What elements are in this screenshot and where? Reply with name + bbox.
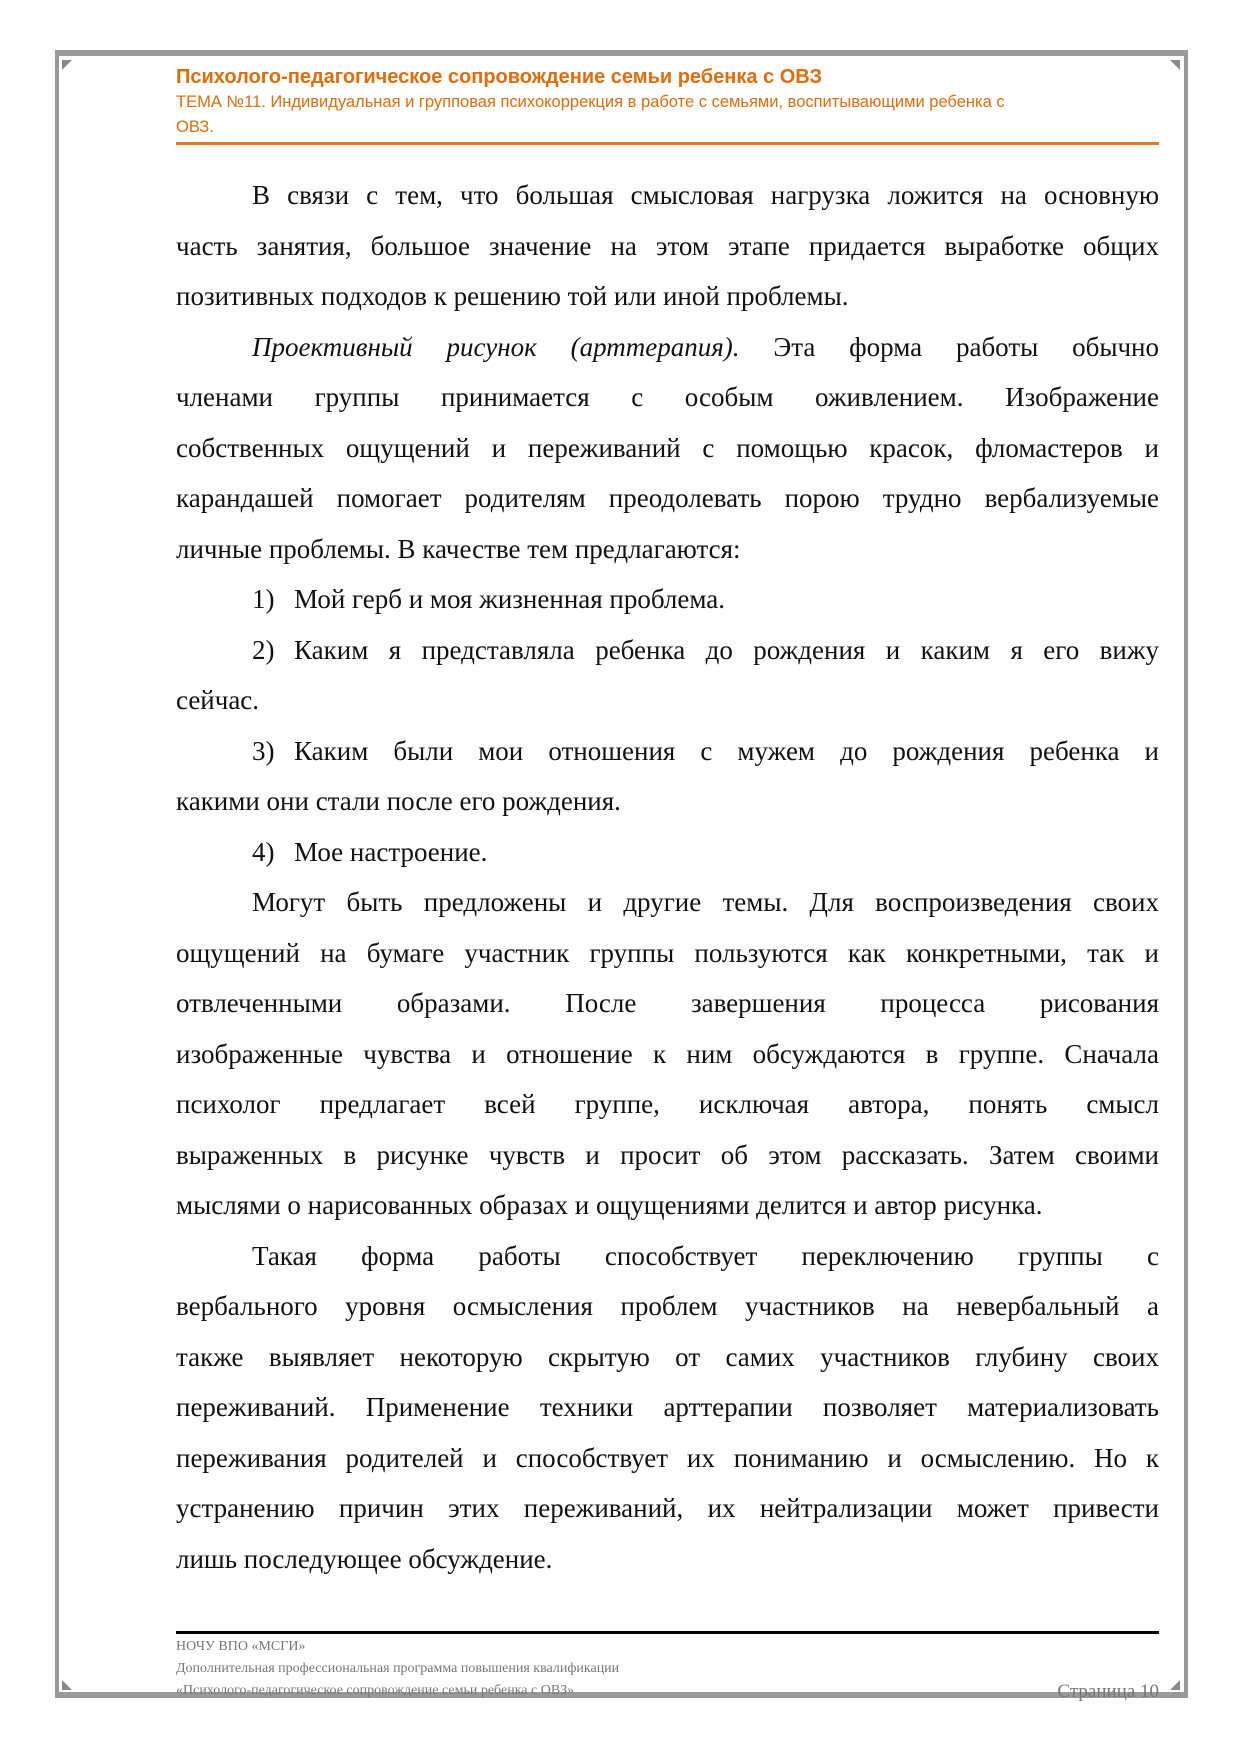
list-text: Каким были мои отношения с мужем до рождения ребенка и xyxy=(294,735,1159,766)
text-line: мыслями о нарисованных образах и ощущениями делится и автор рисунка. xyxy=(176,1190,1043,1220)
text-line: также выявляет некоторую скрытую от самих участников глубину своих xyxy=(176,1341,1159,1372)
text-line: В связи с тем, что большая смысловая нагрузка ложится на основную xyxy=(252,180,1159,210)
header-subtitle-cont: ОВЗ. xyxy=(176,118,214,136)
page-number: Страница 10 xyxy=(1057,1681,1159,1702)
footer-program: Дополнительная профессиональная программа повышения квалификации xyxy=(176,1661,620,1676)
header-subtitle: ТЕМА №11. Индивидуальная и групповая психокоррекция в работе с семьями, воспитывающими ребенка с xyxy=(176,93,1005,111)
text-line: устранению причин этих переживаний, их нейтрализации может привести xyxy=(176,1493,1159,1523)
text-line: собственных ощущений и переживаний с помощью красок, фломастеров и xyxy=(176,432,1159,463)
page-header xyxy=(176,64,1159,140)
text-line: психолог предлагает всей группе, исключая автора, понять смысл xyxy=(176,1089,1159,1119)
list-item xyxy=(176,827,1159,878)
paragraph xyxy=(176,1231,1159,1585)
header-title: Психолого-педагогическое сопровождение семьи ребенка с ОВЗ xyxy=(176,66,822,88)
italic-term: Проективный рисунок (арттерапия). xyxy=(252,331,740,362)
paragraph xyxy=(176,170,1159,322)
text-line: Такая форма работы способствует переключению группы с xyxy=(252,1240,1159,1271)
list-item xyxy=(176,574,1159,625)
text-line: вербального уровня осмысления проблем участников на невербальный а xyxy=(176,1291,1159,1321)
list-number: 4) xyxy=(252,836,275,867)
text-line: какими они стали после его рождения. xyxy=(176,786,621,816)
text-line: позитивных подходов к решению той или иной проблемы. xyxy=(176,281,849,311)
footer-course: «Психолого-педагогическое сопровождение семьи ребенка с ОВЗ» xyxy=(176,1683,575,1698)
list-text: Мое настроение. xyxy=(294,836,488,867)
text-line: членами группы принимается с особым оживлением. Изображение xyxy=(176,382,1159,412)
footer-divider xyxy=(176,1631,1159,1634)
document-body xyxy=(176,170,1159,1584)
list-number: 1) xyxy=(252,584,275,614)
topic-list xyxy=(176,574,1159,877)
text-line: личные проблемы. В качестве тем предлагаются: xyxy=(176,533,741,564)
list-text: Каким я представляла ребенка до рождения и каким я его вижу xyxy=(294,634,1159,665)
text-span: Эта форма работы обычно xyxy=(739,331,1159,362)
corner-mark xyxy=(1170,1680,1180,1690)
text-line: переживания родителей и способствует их пониманию и осмыслению. Но к xyxy=(176,1442,1159,1473)
text-line: переживаний. Применение техники арттерапии позволяет материализовать xyxy=(176,1392,1159,1422)
list-item xyxy=(176,625,1159,676)
list-number: 3) xyxy=(252,735,275,766)
corner-mark xyxy=(1170,60,1180,70)
text-line: лишь последующее обсуждение. xyxy=(176,1543,553,1574)
corner-mark xyxy=(62,1680,72,1690)
text-line: ощущений на бумаге участник группы пользуются как конкретными, так и xyxy=(176,937,1159,968)
list-number: 2) xyxy=(252,634,275,665)
text-line: отвлеченными образами. После завершения процесса рисования xyxy=(176,988,1159,1018)
footer-org: НОЧУ ВПО «МСГИ» xyxy=(176,1639,306,1654)
corner-mark xyxy=(62,60,72,70)
text-line: выраженных в рисунке чувств и просит об этом рассказать. Затем своими xyxy=(176,1139,1159,1170)
paragraph xyxy=(176,322,1159,575)
text-line: часть занятия, большое значение на этом этапе придается выработке общих xyxy=(176,230,1159,261)
header-divider xyxy=(176,142,1159,145)
text-line: сейчас. xyxy=(176,685,260,715)
list-text: Мой герб и моя жизненная проблема. xyxy=(294,584,726,614)
text-line xyxy=(176,322,1159,373)
text-line: карандашей помогает родителям преодолевать порою трудно вербализуемые xyxy=(176,483,1159,513)
paragraph xyxy=(176,877,1159,1231)
list-item xyxy=(176,726,1159,777)
text-line: изображенные чувства и отношение к ним обсуждаются в группе. Сначала xyxy=(176,1038,1159,1069)
page-footer xyxy=(176,1636,1159,1702)
text-line: Могут быть предложены и другие темы. Для воспроизведения своих xyxy=(252,887,1159,917)
